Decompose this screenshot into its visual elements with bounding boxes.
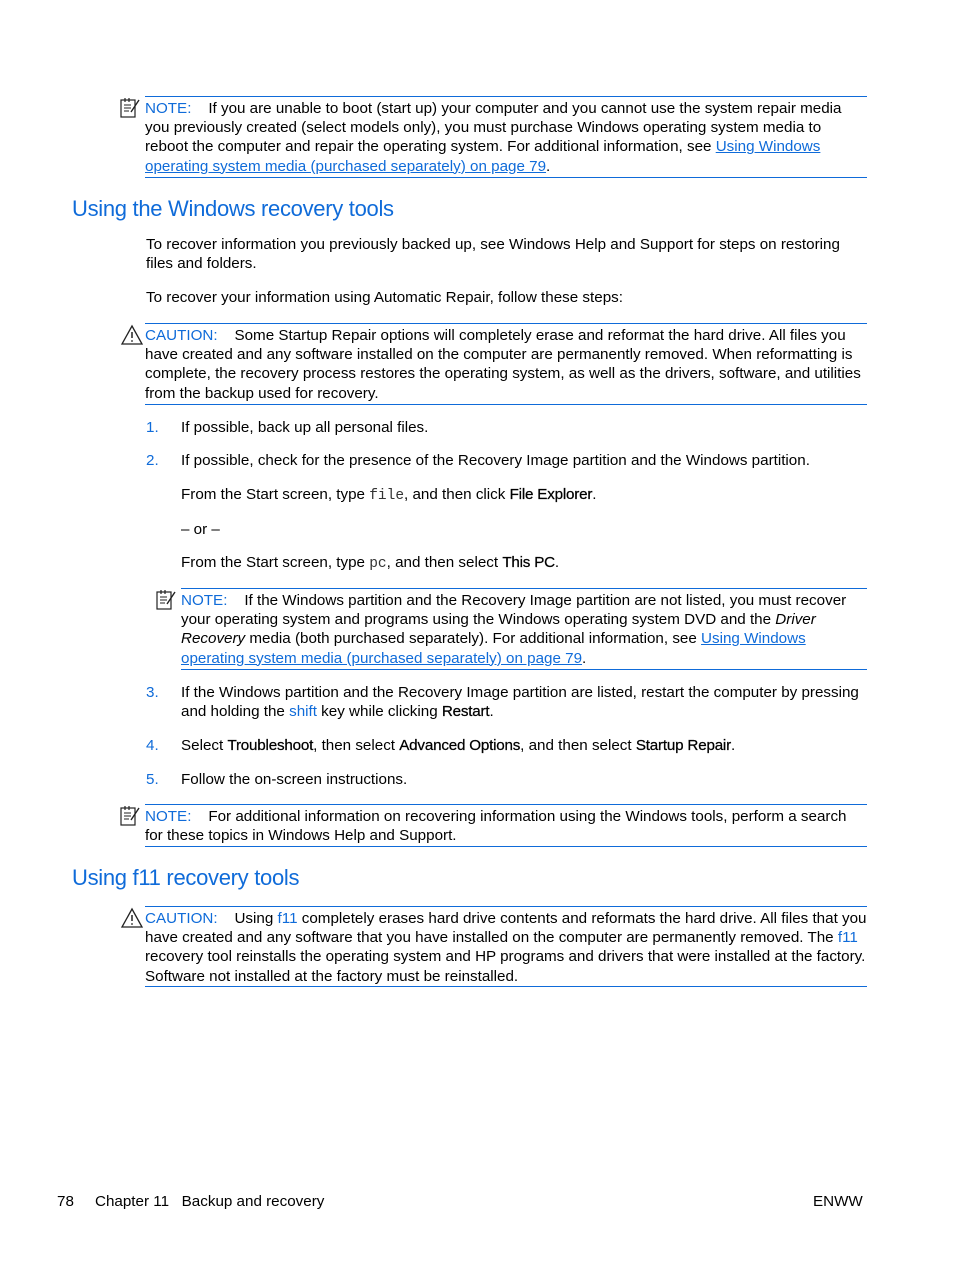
code-text: pc [369, 556, 387, 572]
warning-icon [120, 324, 144, 346]
step-text: If possible, check for the presence of the Recovery Image partition and the Windows partition. [181, 452, 810, 469]
step-number: 2. [146, 452, 159, 469]
step-text: If possible, back up all personal files. [181, 419, 429, 436]
caution-text: Some Startup Repair options will completely erase and reformat the hard drive. All files you have created and any software installed on the computer are permanently removed. When reformatting is complete, the recovery process restores the operating system, as well as the drivers, software, and utilities from the backup used for recovery. [145, 327, 861, 402]
paragraph: To recover your information using Automatic Repair, follow these steps: [146, 289, 623, 306]
ui-term: Startup Repair [635, 737, 731, 754]
step-text: Select Troubleshoot, then select Advanced Options, and then select Startup Repair. [181, 737, 736, 754]
step-number: 5. [146, 771, 159, 788]
cross-reference-link[interactable]: Using Windows operating system media (purchased separately) on page 79 [145, 138, 821, 175]
key-name: f11 [837, 929, 858, 947]
ui-term: Restart [441, 703, 490, 721]
note-text: If you are unable to boot (start up) your computer and you cannot use the system repair media you previously created (select models only), you must purchase Windows operating system media to reboot the computer and repair the operating system. For additional information, see [145, 100, 842, 156]
step-number: 1. [146, 419, 159, 436]
step-substep: From the Start screen, type file, and then click File Explorer. [181, 486, 597, 504]
italic-term: Driver Recovery [181, 611, 816, 648]
note-box: NOTE: If you are unable to boot (start up) your computer and you cannot use the system repair media you previously created (select models only), you must purchase Windows operating system media to reboot the computer and repair the operating system. For additional information, see Using Windows operating system media (purchased separately) on page 79. [145, 96, 867, 178]
step-text: If the Windows partition and the Recovery Image partition are listed, restart the computer by pressing and holding the shift key while clicking Restart. [181, 684, 859, 721]
chapter-title: Chapter 11 Backup and recovery [95, 1193, 325, 1210]
or-separator: – or – [181, 521, 220, 538]
page-number: 78 [57, 1193, 74, 1210]
ui-term: Advanced Options [399, 737, 521, 754]
note-icon [119, 805, 141, 827]
locale-code: ENWW [813, 1193, 863, 1210]
caution-label: CAUTION: [145, 327, 218, 344]
note-label: NOTE: [181, 592, 228, 609]
note-icon [119, 97, 141, 119]
code-text: file [369, 488, 405, 504]
key-name: f11 [277, 910, 298, 927]
step-text: Follow the on-screen instructions. [181, 771, 408, 788]
step-substep: From the Start screen, type pc, and then select This PC. [181, 554, 560, 572]
cross-reference-link[interactable]: Using Windows operating system media (purchased separately) on page 79 [181, 630, 806, 667]
paragraph: To recover information you previously backed up, see Windows Help and Support for steps on restoring files and folders. [146, 236, 840, 273]
step-number: 3. [146, 684, 159, 701]
key-name: shift [289, 703, 317, 721]
step-number: 4. [146, 737, 159, 754]
section-heading: Using the Windows recovery tools [72, 196, 394, 221]
ui-term: This PC [502, 554, 555, 571]
ui-term: File Explorer [509, 486, 593, 503]
warning-icon [120, 907, 144, 929]
ui-term: Troubleshoot [227, 737, 314, 754]
note-label: NOTE: [145, 100, 192, 117]
caution-box: CAUTION: Using f11 completely erases hard drive contents and reformats the hard drive. All files that you have created and any software that you have installed on the computer are permanently removed. The f11 recovery tool reinstalls the operating system and HP programs and drivers that were installed at the factory. Software not installed at the factory must be reinstalled. [145, 906, 867, 987]
note-icon [155, 589, 177, 611]
section-heading: Using f11 recovery tools [72, 865, 300, 890]
caution-box [145, 323, 867, 405]
note-text: For additional information on recovering information using the Windows tools, perform a search for these topics in Windows Help and Support. [145, 808, 847, 845]
caution-label: CAUTION: [145, 910, 218, 927]
note-label: NOTE: [145, 808, 192, 825]
note-box [145, 804, 867, 847]
note-box: NOTE: If the Windows partition and the Recovery Image partition are not listed, you must recover your operating system and programs using the Windows operating system DVD and the Driver Recovery media (both purchased separately). For additional information, see Using Windows operating system media (purchased separately) on page 79. [181, 588, 867, 670]
